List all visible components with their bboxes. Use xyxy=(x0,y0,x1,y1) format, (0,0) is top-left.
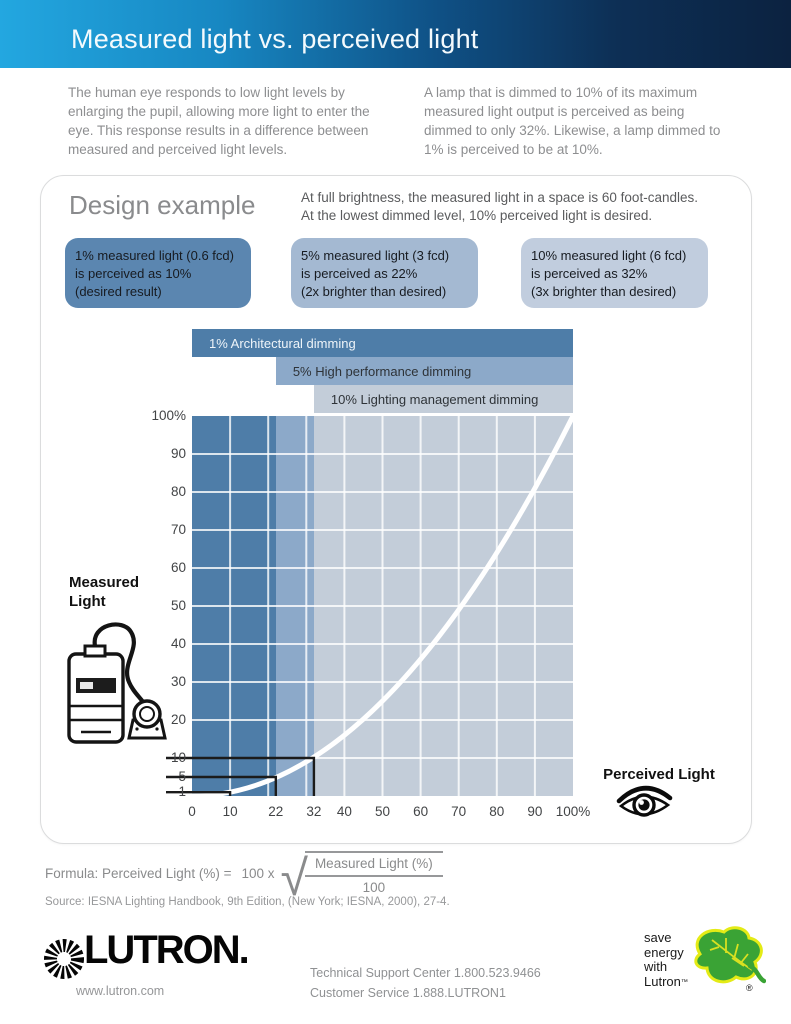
design-example-title: Design example xyxy=(69,190,256,220)
chart-callout-lines xyxy=(166,416,573,798)
y-tick-label: 80 xyxy=(170,484,186,499)
contact-info xyxy=(310,963,541,1003)
x-axis-title: Perceived Light xyxy=(603,766,715,783)
y-axis-title: Measured Light xyxy=(69,574,140,610)
band-label: 5% High performance dimming xyxy=(292,363,472,379)
y-tick-label: 60 xyxy=(170,560,186,575)
y-tick-label: 40 xyxy=(170,636,186,651)
formula-denominator: 100 xyxy=(362,880,386,895)
callout-box-5-percent xyxy=(291,238,478,308)
formula-prefix: Formula: Perceived Light (%) = xyxy=(45,865,232,881)
y-tick-label: 20 xyxy=(170,712,186,727)
lutron-wordmark: LUTRON xyxy=(84,928,239,972)
callout-box-10-percent xyxy=(521,238,708,308)
y-tick-label: 30 xyxy=(170,674,186,689)
description-line: At full brightness, the measured light in a space is 60 foot-candles. xyxy=(301,190,698,205)
tagline-line: energy xyxy=(644,944,684,960)
box-line: is perceived as 10% xyxy=(75,265,192,281)
intro-paragraph-right: A lamp that is dimmed to 10% of its maximum measured light output is perceived as being dimmed to only 32%. Likewise, a lamp dimmed to 1% is perceived to be at 10%. xyxy=(424,85,721,157)
x-tick-label: 50 xyxy=(374,804,391,819)
leaf-icon xyxy=(686,922,766,1002)
callout-box-1-percent xyxy=(65,238,251,308)
lutron-sunburst-icon xyxy=(42,937,86,981)
x-tick-label: 70 xyxy=(451,804,467,819)
y-tick-label: 1 xyxy=(178,784,186,800)
dimming-band-headers xyxy=(192,329,573,413)
intro-paragraph-left: The human eye responds to low light levels by enlarging the pupil, allowing more light to enter the eye. This response results in a difference between measured and perceived light levels. xyxy=(68,85,370,157)
header-banner xyxy=(0,0,791,68)
eye-icon xyxy=(616,784,674,826)
tagline-line: with xyxy=(644,959,668,974)
band-header xyxy=(192,329,573,357)
source-citation: Source: IESNA Lighting Handbook, 9th Edition, (New York; IESNA, 2000), 27-4. xyxy=(45,896,450,908)
x-tick-label: 40 xyxy=(336,804,352,819)
band-label: 1% Architectural dimming xyxy=(209,335,356,351)
formula: Formula: Perceived Light (%) = 100 x √ $\frac{\text{Measured Light (\%)}}{100}$ xyxy=(45,851,443,895)
box-line: (3x brighter than desired) xyxy=(531,283,677,299)
lutron-logo xyxy=(84,928,248,973)
save-energy-tagline xyxy=(644,931,688,990)
box-line: is perceived as 22% xyxy=(301,265,418,281)
x-tick-label: 90 xyxy=(527,804,543,819)
trademark-symbol: ™ xyxy=(680,978,688,986)
description-line: At the lowest dimmed level, 10% perceived light is desired. xyxy=(301,208,653,224)
band-header xyxy=(314,385,573,413)
support-line: Customer Service 1.888.LUTRON1 xyxy=(310,986,506,1000)
registered-mark: ® xyxy=(746,983,753,993)
support-line: Technical Support Center 1.800.523.9466 xyxy=(310,966,541,980)
x-axis-labels xyxy=(188,804,612,822)
tagline-line: Lutron™ xyxy=(644,973,688,989)
formula-numerator: Measured Light (%) xyxy=(305,853,443,877)
x-tick-label: 22 xyxy=(268,804,284,819)
band-label: 10% Lighting management dimming xyxy=(330,391,539,407)
x-tick-label: 10 xyxy=(222,804,238,819)
box-line: 5% measured light (3 fcd) xyxy=(301,248,450,263)
formula-factor: 100 x xyxy=(241,865,275,881)
box-line: 1% measured light (0.6 fcd) xyxy=(75,248,234,263)
design-example-card xyxy=(40,175,752,844)
lutron-period: . xyxy=(238,928,248,972)
band-header xyxy=(276,357,573,385)
tagline-line: save xyxy=(644,930,672,945)
y-tick-label: 100% xyxy=(151,408,186,423)
box-line: (desired result) xyxy=(75,283,162,299)
x-tick-label: 80 xyxy=(489,804,505,819)
y-tick-label: 90 xyxy=(170,446,186,461)
page-title: Measured light vs. perceived light xyxy=(71,24,479,54)
x-tick-label: 60 xyxy=(413,804,429,819)
box-line: 10% measured light (6 fcd) xyxy=(531,248,687,263)
y-tick-label: 5 xyxy=(178,769,186,784)
y-tick-label: 70 xyxy=(170,522,186,537)
light-meter-icon xyxy=(61,616,173,748)
y-tick-label: 50 xyxy=(170,598,186,613)
website-url: www.lutron.com xyxy=(76,984,165,998)
box-line: is perceived as 32% xyxy=(531,265,648,281)
box-line: (2x brighter than desired) xyxy=(301,283,447,299)
y-tick-label: 10 xyxy=(170,750,186,765)
x-tick-label: 100% xyxy=(555,804,591,819)
x-tick-label: 32 xyxy=(306,804,322,819)
formula-fraction xyxy=(305,851,443,895)
design-example-description xyxy=(301,189,751,226)
x-tick-label: 0 xyxy=(188,804,196,819)
